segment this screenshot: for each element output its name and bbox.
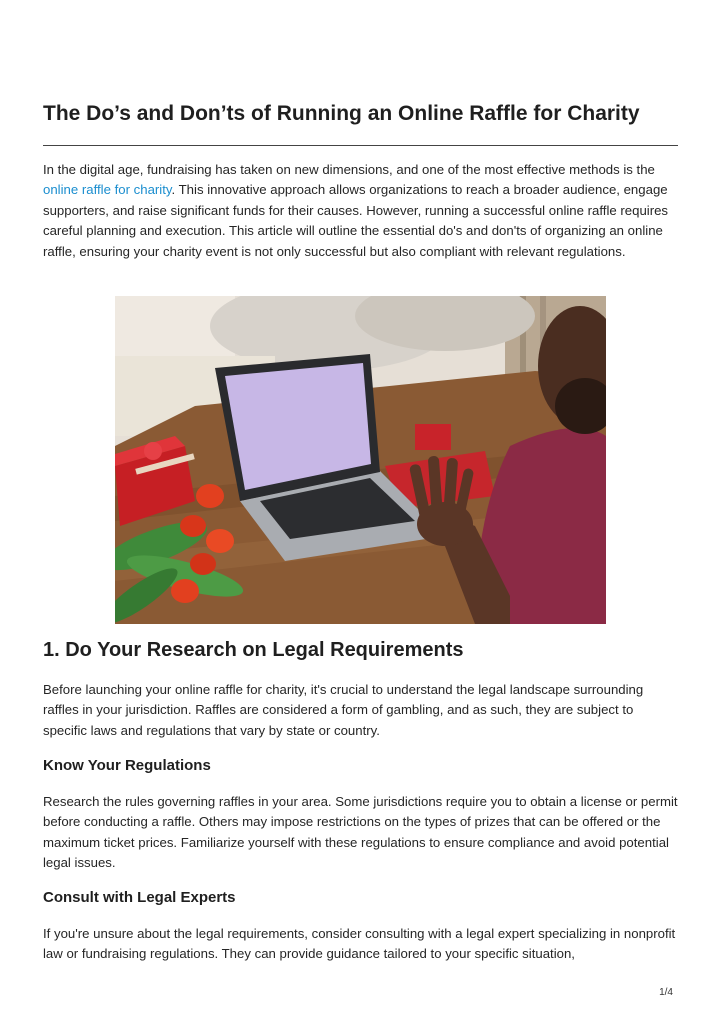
intro-text-end: . This innovative approach allows organizations to reach a broader audience, engage supporters, and raise significant funds for their causes. However, running a successful online raffle requires careful planning and execution. This article will outline the essential do's and don'ts of organizing an online raffle, ensuring your charity event is not only successful but also compliant with relevant regulations. <box>43 182 669 259</box>
online-raffle-link[interactable]: online raffle for charity <box>43 182 172 198</box>
intro-text-start: In the digital age, fundraising has taken on new dimensions, and one of the most effective methods is the <box>43 162 655 177</box>
photo-tulips <box>196 484 224 508</box>
title-divider <box>43 145 678 146</box>
subheading-consult-experts: Consult with Legal Experts <box>43 889 236 906</box>
section-heading-legal: 1. Do Your Research on Legal Requirements <box>43 639 464 661</box>
section-legal-paragraph: Before launching your online raffle for charity, it's crucial to understand the legal landscape surrounding raffles in your jurisdiction. Raffles are considered a form of gambling, and as such, they are subject to specific laws and regulations that vary by state or country. <box>43 682 644 738</box>
page-number: 1/4 <box>659 987 673 998</box>
subheading-know-regulations: Know Your Regulations <box>43 757 211 774</box>
article-title: The Do’s and Don’ts of Running an Online Raffle for Charity <box>43 102 640 125</box>
know-regulations-paragraph: Research the rules governing raffles in your area. Some jurisdictions require you to obtain a license or permit before conducting a raffle. Others may impose restrictions on the types of prizes that can be offered or the maximum ticket prices. Familiarize yourself with these regulations to ensure compliance and avoid potential legal issues. <box>43 794 678 871</box>
intro-paragraph <box>43 160 679 262</box>
laptop-video-call-photo <box>115 296 606 624</box>
consult-experts-paragraph: If you're unsure about the legal requirements, consider consulting with a legal expert specializing in nonprofit law or fundraising regulations. They can provide guidance tailored to your specific situation, <box>43 926 676 962</box>
hero-image <box>115 296 606 624</box>
